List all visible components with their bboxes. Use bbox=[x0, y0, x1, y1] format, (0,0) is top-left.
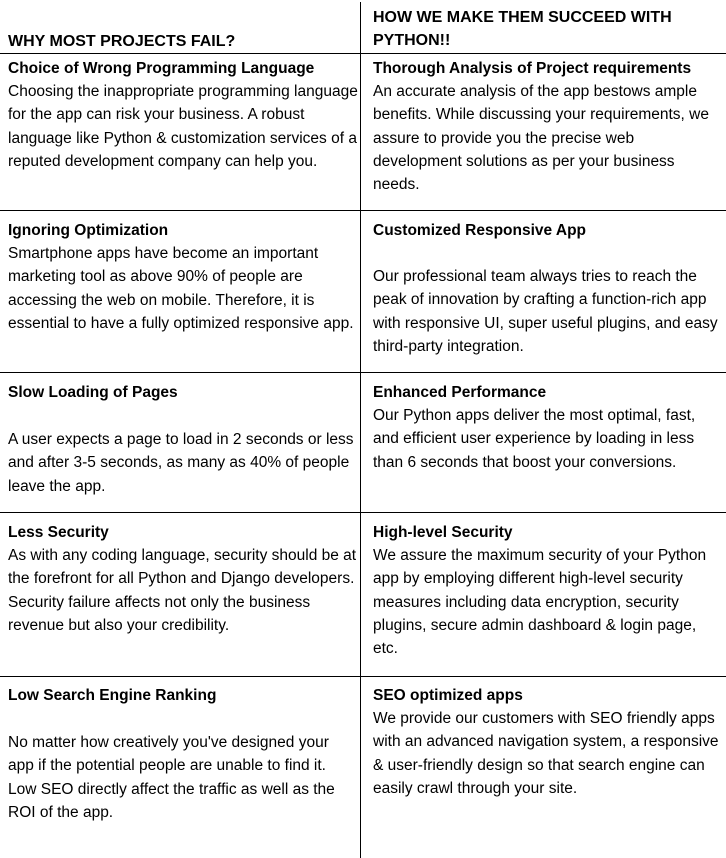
row-4-right-title: High-level Security bbox=[373, 524, 513, 541]
row-4-left-text: As with any coding language, security should be at the forefront for all Python and Django developers. Security failure affects not only the business revenue but also your credibility. bbox=[8, 547, 357, 634]
row-1-right-text: An accurate analysis of the app bestows ample benefits. While discussing your requirements, we assure to provide you the precise web development solutions as per your business needs. bbox=[373, 83, 709, 194]
row-5-right-title: SEO optimized apps bbox=[373, 687, 523, 704]
row-3-left-title: Slow Loading of Pages bbox=[8, 384, 178, 401]
row-divider bbox=[0, 372, 726, 373]
row-5-left-text: No matter how creatively you've designed your app if the potential people are unable to find it. Low SEO directly affect the traffic as well as the ROI of the app. bbox=[8, 734, 335, 821]
row-1-left-text: Choosing the inappropriate programming language for the app can risk your business. A robust language like Python & customization services of a reputed development company can help you. bbox=[8, 83, 358, 170]
row-2-right-text: Our professional team always tries to reach the peak of innovation by crafting a function-rich app with responsive UI, super useful plugins, and easy third-party integration. bbox=[373, 268, 718, 355]
row-2-right-title: Customized Responsive App bbox=[373, 222, 587, 239]
row-4-left-title: Less Security bbox=[8, 524, 109, 541]
row-1-left-title: Choice of Wrong Programming Language bbox=[8, 60, 315, 77]
row-4-right-text: We assure the maximum security of your Python app by employing different high-level security measures including data encryption, security plugins, secure admin dashboard & login page, etc. bbox=[373, 547, 707, 658]
row-divider bbox=[0, 53, 726, 54]
row-3-right-text: Our Python apps deliver the most optimal, fast, and efficient user experience by loading in less than 6 seconds that boost your conversions. bbox=[373, 407, 696, 471]
row-5-right-text: We provide our customers with SEO friendly apps with an advanced navigation system, a responsive & user-friendly design so that search engine can easily crawl through your site. bbox=[373, 710, 719, 797]
row-3-left-text: A user expects a page to load in 2 seconds or less and after 3-5 seconds, as many as 40% of people leave the app. bbox=[8, 431, 354, 495]
row-5-left-title: Low Search Engine Ranking bbox=[8, 687, 217, 704]
left-column-header: WHY MOST PROJECTS FAIL? bbox=[8, 33, 236, 50]
row-divider bbox=[0, 512, 726, 513]
row-divider bbox=[0, 210, 726, 211]
row-2-left-text: Smartphone apps have become an important marketing tool as above 90% of people are accessing the web on mobile. Therefore, it is essential to have a fully optimized responsive app. bbox=[8, 245, 354, 332]
row-divider bbox=[0, 676, 726, 677]
row-1-right-title: Thorough Analysis of Project requirements bbox=[373, 60, 692, 77]
right-column-header: HOW WE MAKE THEM SUCCEED WITH PYTHON!! bbox=[373, 9, 672, 49]
row-3-right-title: Enhanced Performance bbox=[373, 384, 547, 401]
column-divider bbox=[360, 2, 361, 858]
row-2-left-title: Ignoring Optimization bbox=[8, 222, 169, 239]
